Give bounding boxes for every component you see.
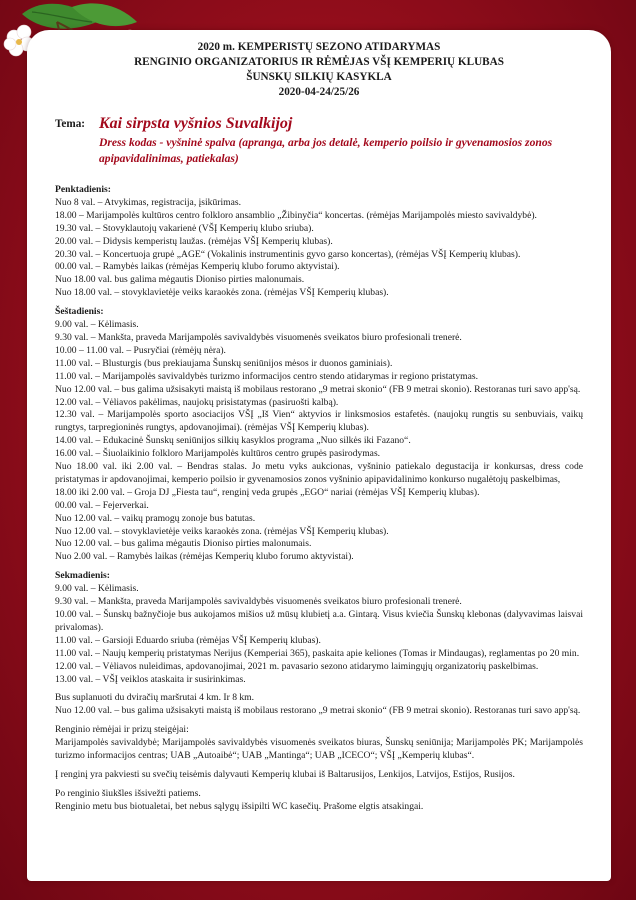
schedule-item: 12.30 val. – Marijampolės sporto asociacijos VŠĮ „Iš Vien“ aktyvios ir linksmosios estafetės. (naujokų rungtis su senbuviais, vaikų rungtys, tarpregioninės rungtys, apdovanojimai). (rėmėjas VŠĮ Kemperių klubas). — [55, 409, 583, 434]
food-truck-note: Nuo 12.00 val. – bus galima užsisakyti maistą iš mobilaus restorano „9 metrai skonio“ (FB 9 metrai skonio). Restoranas turi savo app'są. — [55, 705, 581, 717]
program-sheet — [27, 30, 611, 881]
schedule-item: Nuo 12.00 val. – stovyklavietėje veiks karaokės zona. (rėmėjas VŠĮ Kemperių klubas). — [55, 525, 389, 537]
schedule-item: Nuo 2.00 val. – Ramybės laikas (rėmėjas Kemperių klubo forumo aktyvistai). — [55, 551, 354, 563]
schedule-item: 16.00 val. – Šiuolaikinio folkloro Marijampolės kultūros centro grupės pasirodymas. — [55, 448, 381, 460]
bike-routes-note: Bus suplanuoti du dviračių maršrutai 4 km. Ir 8 km. — [55, 692, 255, 704]
schedule-item: 20.30 val. – Koncertuoja grupė „AGE“ (Vokalinis instrumentinis gyvo garso koncertas), (rėmėjas VŠĮ Kemperių klubas). — [55, 248, 521, 260]
schedule-item: 12.00 val. – Vėliavos nuleidimas, apdovanojimai, 2021 m. pavasario sezono atidarymo laimingųjų organizatorių paskelbimas. — [55, 660, 539, 672]
schedule-item: 11.00 val. – Naujų kemperių pristatymas Nerijus (Kemperiai 365), paskaita apie keliones (Tomas ir Mindaugas), reglamentas po 20 min. — [55, 647, 580, 659]
schedule-item: 11.00 val. – Garsioji Eduardo sriuba (rėmėjas VŠĮ Kemperių klubas). — [55, 634, 321, 646]
schedule-item: 9.00 val. – Kėlimasis. — [55, 583, 139, 595]
schedule-item: 9.30 val. – Mankšta, praveda Marijampolės savivaldybės visuomenės sveikatos biuro profesionali trenerė. — [55, 331, 462, 343]
schedule-item: 13.00 val. – VŠĮ veiklos ataskaita ir susirinkimas. — [55, 673, 246, 685]
dress-code: Dress kodas - vyšninė spalva (apranga, arba jos detalė, kemperio poilsio ir gyvenamosios zonos apipavidalinimas, patiekalas) — [99, 136, 553, 165]
schedule-item: Nuo 8 val. – Atvykimas, registracija, įsikūrimas. — [55, 196, 241, 208]
friday-title: Penktadienis: — [55, 184, 111, 195]
sponsors-list: Marijampolės savivaldybė; Marijampolės savivaldybės visuomenės sveikatos biuras, Šunskų seniūnija; Marijampolės PK; Marijampolės turizmo informacijos centras; UAB „Autoaibė“; UAB „Mantinga“; UAB „ICECO“; VŠĮ „Kemperių klubas“. — [55, 737, 583, 762]
schedule-item: Nuo 18.00 val. bus galima mėgautis Dioniso pirties malonumais. — [55, 274, 305, 286]
theme-label: Tema: — [55, 118, 86, 130]
schedule-item: 10.00 val. – Šunskų bažnyčioje bus aukojamos mišios už mūsų klubietį a.a. Gintarą. Visus kviečia Šunskų klebonas (dalyvavimas laisvai privalomas). — [55, 609, 583, 633]
saturday-title: Šeštadienis: — [55, 306, 104, 318]
theme-title: Kai sirpsta vyšnios Suvalkijoj — [99, 115, 293, 132]
schedule-item: 00.00 val. – Fejerverkai. — [55, 499, 149, 511]
schedule-item: Nuo 18.00 val. – stovyklavietėje veiks karaokės zona. (rėmėjas VŠĮ Kemperių klubas). — [55, 287, 389, 299]
schedule-item: 12.00 val. – Vėliavos pakėlimas, naujokų prisistatymas (pasiruošti kalbą). — [55, 396, 339, 408]
document-header — [55, 40, 583, 100]
header-line-3: ŠUNSKŲ SILKIŲ KASYKLA — [246, 71, 392, 83]
schedule-item: 19.30 val. – Stovyklautojų vakarienė (VŠĮ Kemperių klubo sriuba). — [55, 222, 314, 234]
closing-note: Po renginio šiukšles išsivežti patiems. — [55, 787, 201, 799]
schedule-item: 18.00 – Marijampolės kultūros centro folkloro ansamblio „Žibinyčia“ koncertas. (rėmėjas Marijampolės miesto savivaldybė). — [55, 209, 537, 221]
header-line-2: RENGINIO ORGANIZATORIUS IR RĖMĖJAS VŠĮ KEMPERIŲ KLUBAS — [134, 56, 504, 68]
schedule-item: 00.00 val. – Ramybės laikas (rėmėjas Kemperių klubo forumo aktyvistai). — [55, 261, 340, 273]
schedule-item: Nuo 12.00 val. – bus galima mėgautis Dioniso pirties malonumais. — [55, 538, 312, 550]
theme-block — [55, 115, 583, 167]
schedule-item: 18.00 iki 2.00 val. – Groja DJ „Fiesta tau“, renginį veda grupės „EGO“ nariai (rėmėjas VŠĮ Kemperių klubas). — [55, 486, 480, 498]
sponsors-title: Renginio rėmėjai ir prizų steigėjai: — [55, 724, 189, 736]
schedule-item: Nuo 12.00 val. – bus galima užsisakyti maistą iš mobilaus restorano „9 metrai skonio“ (FB 9 metrai skonio). Restoranas turi savo app'są. — [55, 383, 581, 395]
schedule-item: Nuo 18.00 val. iki 2.00 val. – Bendras stalas. Jo metu vyks aukcionas, vyšninio patiekalo degustacija ir konkursas, dress code pristatymas ir apdovanojimai, kemperio poilsio ir gyvenamosios zonos vyšninio apipavidalinimo konkurso nugalėtojų paskelbimas, — [55, 461, 583, 485]
invite-note: Į renginį yra pakviesti su svečių teisėmis dalyvauti Kemperių klubai iš Baltarusijos, Lenkijos, Latvijos, Estijos, Rusijos. — [55, 768, 515, 780]
program-content — [55, 184, 583, 814]
schedule-item: 14.00 val. – Edukacinė Šunskų seniūnijos silkių kasyklos programa „Nuo silkės iki Fazano“. — [55, 435, 411, 447]
schedule-item: 11.00 val. – Blusturgis (bus prekiaujama Šunskų seniūnijos mėsos ir duonos gaminiais). — [55, 357, 393, 369]
schedule-item: 11.00 val. – Marijampolės savivaldybės turizmo informacijos centro stendo atidarymas ir regiono pristatymas. — [55, 370, 479, 382]
schedule-item: 9.00 val. – Kėlimasis. — [55, 319, 139, 331]
schedule-item: 20.00 val. – Didysis kemperistų laužas. (rėmėjas VŠĮ Kemperių klubas). — [55, 235, 333, 247]
schedule-item: Nuo 12.00 val. – vaikų pramogų zonoje bus batutas. — [55, 512, 256, 524]
header-date: 2020-04-24/25/26 — [278, 86, 360, 98]
sunday-title: Sekmadienis: — [55, 570, 110, 582]
schedule-item: 9.30 val. – Mankšta, praveda Marijampolės savivaldybės visuomenės sveikatos biuro profesionali trenerė. — [55, 596, 462, 608]
schedule-item: 10.00 – 11.00 val. – Pusryčiai (rėmėjų nėra). — [55, 344, 226, 356]
closing-note: Renginio metu bus biotualetai, bet nebus sąlygų išsipilti WC kasečių. Prašome elgtis atsakingai. — [55, 800, 424, 812]
header-line-1: 2020 m. KEMPERISTŲ SEZONO ATIDARYMAS — [197, 41, 441, 53]
